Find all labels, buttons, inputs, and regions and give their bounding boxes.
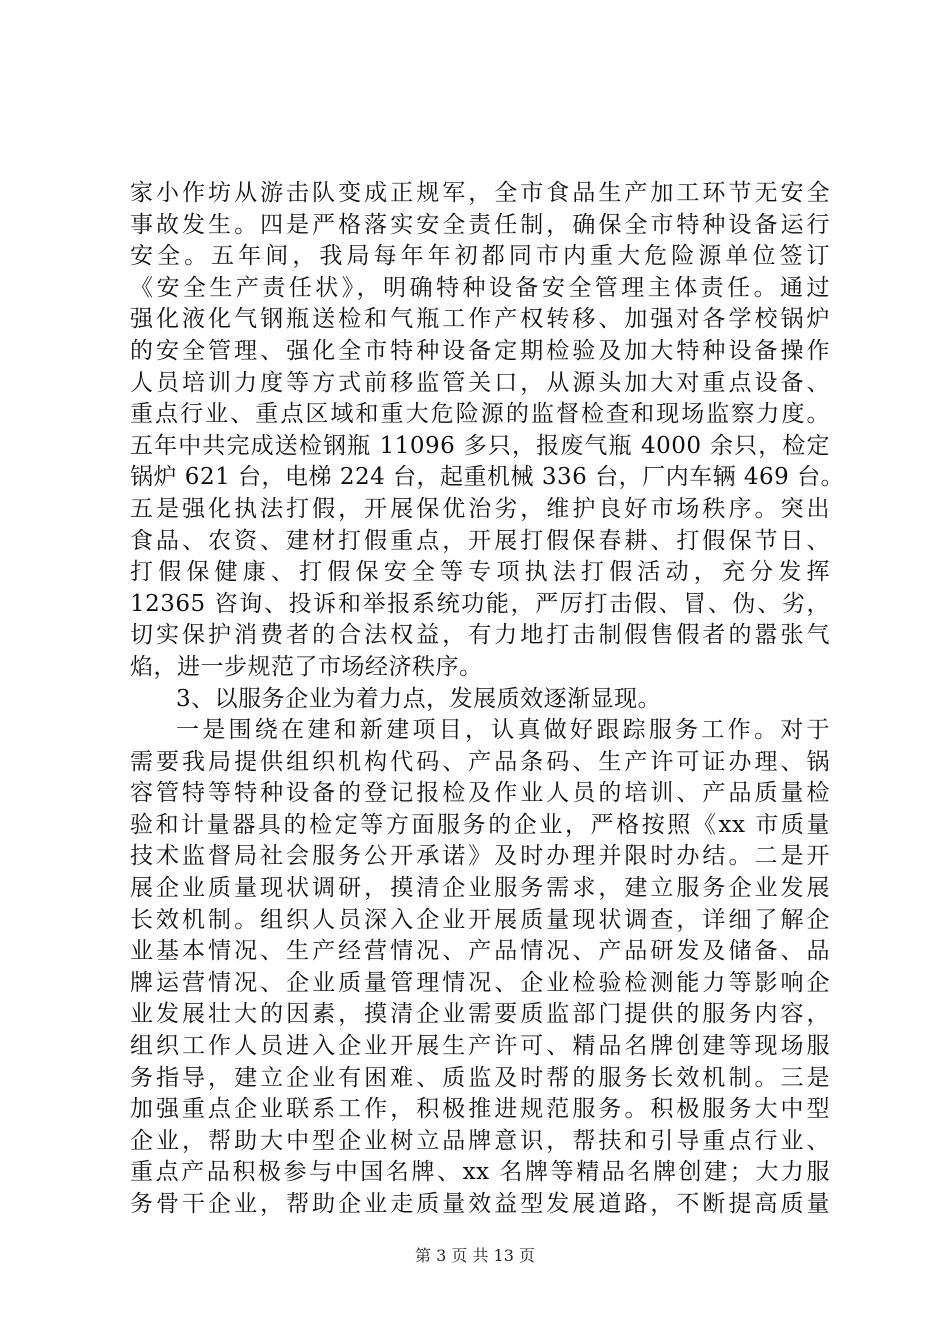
text-line: 企业，帮助大中型企业树立品牌意识，帮扶和引导重点行业、 — [130, 1127, 830, 1154]
text-line: 食品、农资、建材打假重点，开展打假保春耕、打假保节日、 — [130, 527, 830, 554]
text-line: 打假保健康、打假保安全等专项执法打假活动，充分发挥 — [130, 559, 830, 586]
text-line: 五是强化执法打假，开展保优治劣，维护良好市场秩序。突出 — [130, 495, 830, 522]
text-line: 业发展壮大的因素，摸清企业需要质监部门提供的服务内容， — [130, 1001, 830, 1028]
text-line: 锅炉 621 台，电梯 224 台，起重机械 336 台，厂内车辆 469 台。 — [130, 464, 845, 491]
text-line: 切实保护消费者的合法权益，有力地打击制假售假者的嚣张气 — [130, 622, 830, 649]
text-line: 的安全管理、强化全市特种设备定期检验及加大特种设备操作 — [130, 337, 830, 364]
text-line: 务指导，建立企业有困难、质监及时帮的服务长效机制。三是 — [130, 1064, 830, 1091]
text-line: 12365 咨询、投诉和举报系统功能，严厉打击假、冒、伪、劣， — [130, 590, 830, 617]
text-line: 强化液化气钢瓶送检和气瓶工作产权转移、加强对各学校锅炉 — [130, 306, 830, 333]
text-line: 一是围绕在建和新建项目，认真做好跟踪服务工作。对于 — [176, 717, 830, 744]
text-line: 展企业质量现状调研，摸清企业服务需求，建立服务企业发展 — [130, 875, 830, 902]
text-line: 容管特等特种设备的登记报检及作业人员的培训、产品质量检 — [130, 780, 830, 807]
text-line: 需要我局提供组织机构代码、产品条码、生产许可证办理、锅 — [130, 748, 830, 775]
text-line: 验和计量器具的检定等方面服务的企业，严格按照《xx 市质量 — [130, 811, 830, 838]
text-line: 事故发生。四是严格落实安全责任制，确保全市特种设备运行 — [130, 211, 830, 238]
text-line: 重点行业、重点区域和重大危险源的监督检查和现场监察力度。 — [130, 401, 830, 428]
text-line: 人员培训力度等方式前移监管关口，从源头加大对重点设备、 — [130, 369, 830, 396]
section-heading: 3、以服务企业为着力点，发展质效逐渐显现。 — [176, 685, 662, 712]
text-line: 牌运营情况、企业质量管理情况、企业检验检测能力等影响企 — [130, 969, 830, 996]
text-line: 重点产品积极参与中国名牌、xx 名牌等精品名牌创建；大力服 — [130, 1159, 830, 1186]
text-line: 务骨干企业，帮助企业走质量效益型发展道路，不断提高质量 — [130, 1191, 830, 1217]
text-line: 家小作坊从游击队变成正规军，全市食品生产加工环节无安全 — [130, 180, 830, 206]
page-footer: 第 3 页 共 13 页 — [415, 1246, 535, 1265]
text-line: 组织工作人员进入企业开展生产许可、精品名牌创建等现场服 — [130, 1033, 830, 1060]
text-line: 安全。五年间，我局每年年初都同市内重大危险源单位签订 — [130, 243, 830, 270]
text-line: 业基本情况、生产经营情况、产品情况、产品研发及储备、品 — [130, 938, 830, 965]
body-text — [130, 178, 845, 1221]
text-line: 焰，进一步规范了市场经济秩序。 — [130, 653, 483, 680]
text-line: 长效机制。组织人员深入企业开展质量现状调查，详细了解企 — [130, 906, 830, 933]
text-line: 技术监督局社会服务公开承诺》及时办理并限时办结。二是开 — [130, 843, 830, 870]
text-line: 《安全生产责任状》，明确特种设备安全管理主体责任。通过 — [130, 274, 830, 301]
text-line: 加强重点企业联系工作，积极推进规范服务。积极服务大中型 — [130, 1096, 830, 1123]
text-line: 五年中共完成送检钢瓶 11096 多只，报废气瓶 4000 余只，检定 — [130, 432, 830, 459]
